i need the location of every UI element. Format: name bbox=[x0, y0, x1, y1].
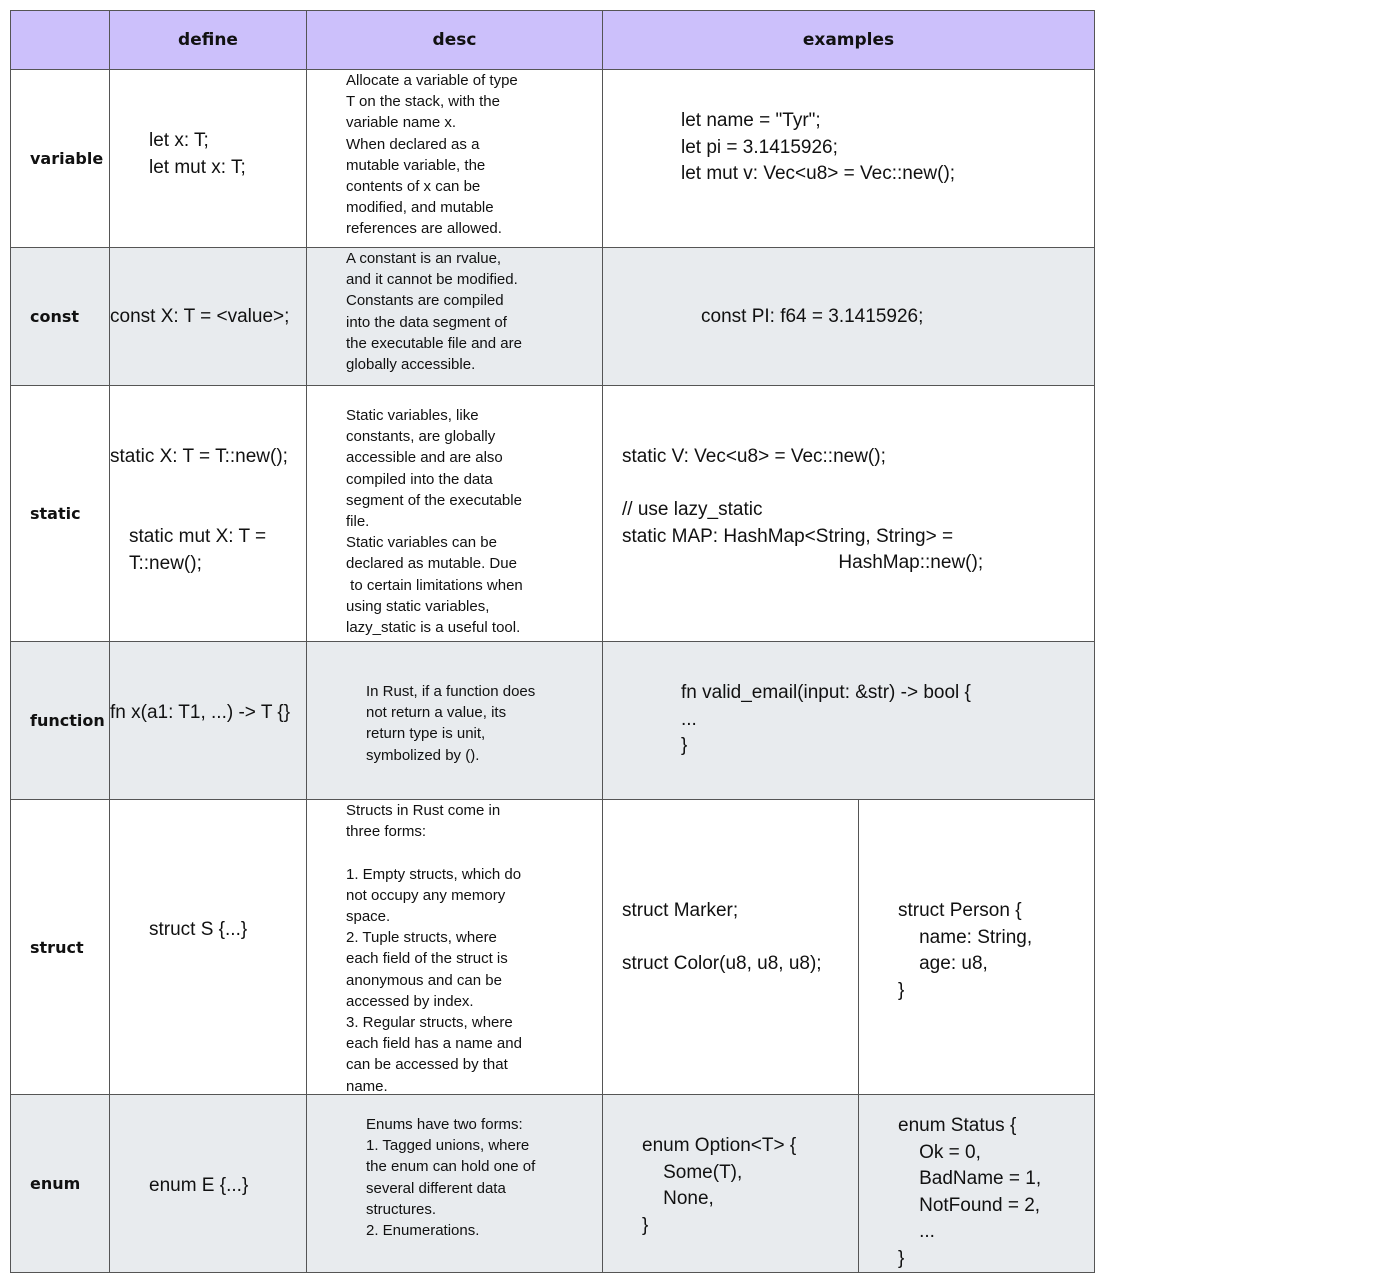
table-row-function bbox=[11, 642, 1094, 800]
examples-cell-variable bbox=[603, 70, 1094, 247]
header-cell-label bbox=[11, 11, 110, 69]
example-text-struct-a: struct Marker; struct Color(u8, u8, u8); bbox=[622, 900, 822, 974]
example-text-static: static V: Vec<u8> = Vec::new(); // use lazy_static static MAP: HashMap<String, String> = HashMap::new(); bbox=[622, 446, 984, 573]
examples-cell-function bbox=[603, 642, 1094, 799]
desc-text-static: Static variables, like constants, are globally accessible and are also compiled into the data segment of the executable file. Static variables can be declared as mutable. Due to certain limitations when using static variables, lazy_static is a useful tool. bbox=[346, 407, 523, 637]
examples-cell-static bbox=[603, 386, 1094, 641]
examples-cell-enum-a bbox=[603, 1095, 859, 1272]
define-cell-static bbox=[110, 386, 307, 641]
define-text-struct: struct S {...} bbox=[149, 919, 248, 940]
desc-text-variable: Allocate a variable of type T on the stack, with the variable name x. When declared as a mutable variable, the contents of x can be modified, and mutable references are allowed. bbox=[346, 72, 518, 238]
row-label-struct: struct bbox=[11, 800, 110, 1094]
desc-cell-variable bbox=[307, 70, 603, 247]
define-text-static-mut: static mut X: T = T::new(); bbox=[129, 526, 267, 574]
define-cell-variable bbox=[110, 70, 307, 247]
define-text-static: static X: T = T::new(); bbox=[110, 446, 288, 467]
table-row-enum bbox=[11, 1095, 1094, 1272]
table-row-const bbox=[11, 248, 1094, 386]
example-text-variable: let name = "Tyr"; let pi = 3.1415926; let mut v: Vec<u8> = Vec::new(); bbox=[681, 110, 956, 184]
desc-cell-struct bbox=[307, 800, 603, 1094]
header-row bbox=[11, 11, 1094, 70]
examples-cell-struct-b bbox=[859, 800, 1094, 1094]
row-label-variable: variable bbox=[11, 70, 110, 247]
define-cell-const bbox=[110, 248, 307, 385]
table-row-static bbox=[11, 386, 1094, 642]
row-label-function: function bbox=[11, 642, 110, 799]
example-text-struct-b: struct Person { name: String, age: u8, } bbox=[898, 900, 1033, 1001]
table-row-variable bbox=[11, 70, 1094, 248]
example-text-function: fn valid_email(input: &str) -> bool { ... } bbox=[681, 682, 971, 756]
examples-cell-struct-a bbox=[603, 800, 859, 1094]
desc-text-struct: Structs in Rust come in three forms: 1. Empty structs, which do not occupy any memory space. 2. Tuple structs, where each field of the struct is anonymous and can be accessed by index. 3. Regular structs, where each field has a name and can be accessed by that name. bbox=[346, 802, 522, 1095]
define-cell-enum bbox=[110, 1095, 307, 1272]
define-text-const: const X: T = <value>; bbox=[110, 306, 290, 327]
define-cell-function bbox=[110, 642, 307, 799]
examples-cell-const bbox=[603, 248, 1094, 385]
desc-text-enum: Enums have two forms: 1. Tagged unions, where the enum can hold one of several different data structures. 2. Enumerations. bbox=[366, 1116, 536, 1240]
desc-text-function: In Rust, if a function does not return a value, its return type is unit, symbolized by (). bbox=[366, 683, 536, 764]
define-text-enum: enum E {...} bbox=[149, 1175, 249, 1196]
example-text-const: const PI: f64 = 3.1415926; bbox=[701, 306, 924, 327]
desc-text-const: A constant is an rvalue, and it cannot be modified. Constants are compiled into the data segment of the executable file and are globally accessible. bbox=[346, 250, 522, 374]
desc-cell-function bbox=[307, 642, 603, 799]
header-cell-desc: desc bbox=[307, 11, 603, 69]
define-text-variable: let x: T; let mut x: T; bbox=[149, 130, 246, 178]
desc-cell-const bbox=[307, 248, 603, 385]
row-label-enum: enum bbox=[11, 1095, 110, 1272]
header-cell-examples: examples bbox=[802, 30, 895, 50]
example-text-enum-a: enum Option<T> { Some(T), None, } bbox=[642, 1135, 797, 1236]
define-cell-struct bbox=[110, 800, 307, 1094]
row-label-const: const bbox=[11, 248, 110, 385]
header-cell-define: define bbox=[110, 11, 307, 69]
define-text-function: fn x(a1: T1, ...) -> T {} bbox=[110, 702, 291, 723]
desc-cell-enum bbox=[307, 1095, 603, 1272]
example-text-enum-b: enum Status { Ok = 0, BadName = 1, NotFound = 2, ... } bbox=[898, 1115, 1042, 1269]
examples-cell-enum-b bbox=[859, 1095, 1094, 1272]
table-row-struct bbox=[11, 800, 1094, 1095]
row-label-static: static bbox=[11, 386, 110, 641]
desc-cell-static bbox=[307, 386, 603, 641]
rust-definitions-table bbox=[10, 10, 1095, 1273]
